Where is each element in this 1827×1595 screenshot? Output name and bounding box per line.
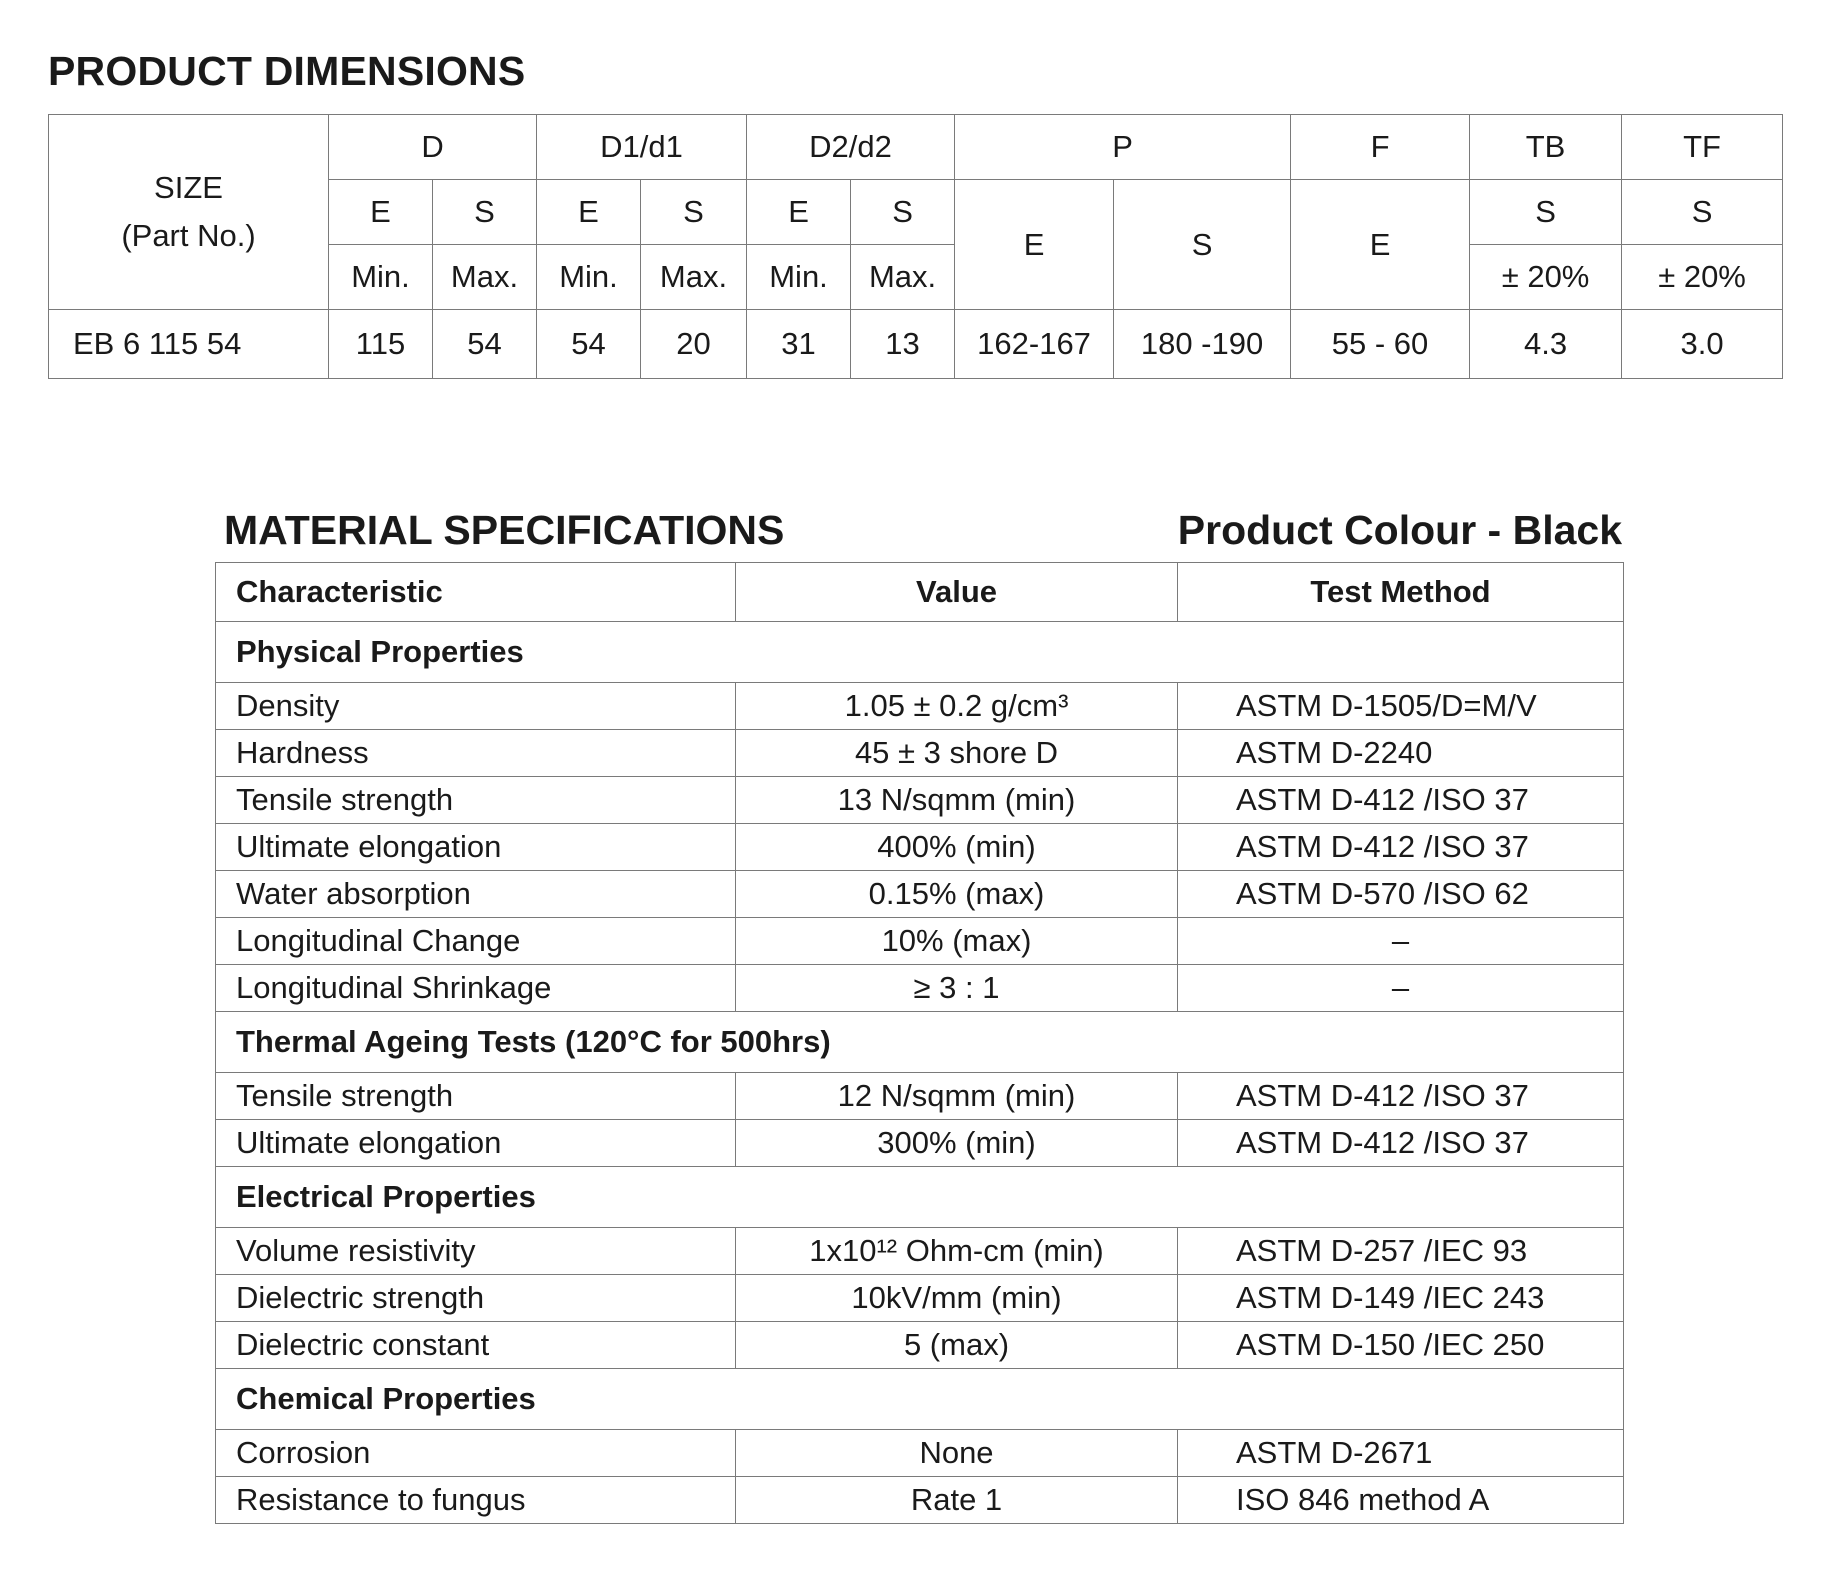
header-value: Value xyxy=(736,563,1178,622)
test-method: ASTM D-150 /IEC 250 xyxy=(1178,1322,1624,1369)
section-title: Electrical Properties xyxy=(216,1167,1624,1228)
data-cell: 54 xyxy=(433,310,537,379)
section-title: Physical Properties xyxy=(216,622,1624,683)
test-method: ASTM D-570 /ISO 62 xyxy=(1178,871,1624,918)
property-name: Ultimate elongation xyxy=(216,1120,736,1167)
property-name: Corrosion xyxy=(216,1430,736,1477)
group-header-d2: D2/d2 xyxy=(747,115,955,180)
group-header-p: P xyxy=(955,115,1291,180)
property-name: Volume resistivity xyxy=(216,1228,736,1275)
data-cell: 115 xyxy=(329,310,433,379)
dimensions-data-row xyxy=(49,310,1783,379)
section-row xyxy=(216,1012,1624,1073)
property-name: Dielectric constant xyxy=(216,1322,736,1369)
section-title: Chemical Properties xyxy=(216,1369,1624,1430)
material-header-row xyxy=(216,563,1624,622)
property-name: Tensile strength xyxy=(216,1073,736,1120)
group-header-tb: TB xyxy=(1470,115,1622,180)
property-row xyxy=(216,1073,1624,1120)
property-name: Water absorption xyxy=(216,871,736,918)
property-row xyxy=(216,918,1624,965)
group-header-d1: D1/d1 xyxy=(537,115,747,180)
part-number-label: (Part No.) xyxy=(121,218,256,253)
product-dimensions-table xyxy=(48,114,1783,379)
limit-cell: Min. xyxy=(329,245,433,310)
test-method: ASTM D-2671 xyxy=(1178,1430,1624,1477)
property-value: 12 N/sqmm (min) xyxy=(736,1073,1178,1120)
property-name: Tensile strength xyxy=(216,777,736,824)
tolerance-cell: ± 20% xyxy=(1470,245,1622,310)
property-row xyxy=(216,1477,1624,1524)
property-row xyxy=(216,965,1624,1012)
subheader-cell: S xyxy=(433,180,537,245)
property-value: 10kV/mm (min) xyxy=(736,1275,1178,1322)
property-name: Hardness xyxy=(216,730,736,777)
property-value: 1x10¹² Ohm-cm (min) xyxy=(736,1228,1178,1275)
property-value: 1.05 ± 0.2 g/cm³ xyxy=(736,683,1178,730)
section-row xyxy=(216,1167,1624,1228)
header-characteristic: Characteristic xyxy=(216,563,736,622)
property-value: Rate 1 xyxy=(736,1477,1178,1524)
data-cell: 162-167 xyxy=(955,310,1114,379)
section-row xyxy=(216,1369,1624,1430)
group-header-d: D xyxy=(329,115,537,180)
property-row xyxy=(216,1275,1624,1322)
subheader-cell: S xyxy=(1470,180,1622,245)
limit-cell: Min. xyxy=(537,245,641,310)
property-name: Dielectric strength xyxy=(216,1275,736,1322)
limit-cell: Min. xyxy=(747,245,851,310)
property-value: 13 N/sqmm (min) xyxy=(736,777,1178,824)
property-row xyxy=(216,824,1624,871)
property-row xyxy=(216,683,1624,730)
limit-cell: Max. xyxy=(641,245,747,310)
group-header-f: F xyxy=(1291,115,1470,180)
property-value: 45 ± 3 shore D xyxy=(736,730,1178,777)
subheader-cell: S xyxy=(641,180,747,245)
limit-cell: Max. xyxy=(433,245,537,310)
property-row xyxy=(216,871,1624,918)
test-method: – xyxy=(1178,918,1624,965)
data-cell: 13 xyxy=(851,310,955,379)
property-row xyxy=(216,1120,1624,1167)
data-cell: 20 xyxy=(641,310,747,379)
test-method: ASTM D-412 /ISO 37 xyxy=(1178,824,1624,871)
property-value: 10% (max) xyxy=(736,918,1178,965)
tolerance-cell: ± 20% xyxy=(1622,245,1783,310)
property-row xyxy=(216,1228,1624,1275)
property-value: 300% (min) xyxy=(736,1120,1178,1167)
test-method: ASTM D-412 /ISO 37 xyxy=(1178,1120,1624,1167)
dimensions-header-row xyxy=(49,115,1783,180)
property-row xyxy=(216,730,1624,777)
test-method: ASTM D-412 /ISO 37 xyxy=(1178,777,1624,824)
data-cell: 55 - 60 xyxy=(1291,310,1470,379)
property-value: ≥ 3 : 1 xyxy=(736,965,1178,1012)
section-title: Thermal Ageing Tests (120°C for 500hrs) xyxy=(216,1012,1624,1073)
test-method: ASTM D-149 /IEC 243 xyxy=(1178,1275,1624,1322)
data-cell: 31 xyxy=(747,310,851,379)
size-header-cell xyxy=(49,115,329,310)
header-test-method: Test Method xyxy=(1178,563,1624,622)
part-number-cell: EB 6 115 54 xyxy=(49,310,329,379)
test-method: ASTM D-257 /IEC 93 xyxy=(1178,1228,1624,1275)
product-colour-label: Product Colour - Black xyxy=(1177,507,1622,553)
subheader-cell: E xyxy=(329,180,433,245)
property-name: Longitudinal Change xyxy=(216,918,736,965)
data-cell: 3.0 xyxy=(1622,310,1783,379)
material-specifications-title: MATERIAL SPECIFICATIONS xyxy=(224,507,785,553)
property-row xyxy=(216,1430,1624,1477)
product-dimensions-title: PRODUCT DIMENSIONS xyxy=(48,48,526,94)
limit-cell: Max. xyxy=(851,245,955,310)
property-name: Longitudinal Shrinkage xyxy=(216,965,736,1012)
subheader-cell: S xyxy=(1622,180,1783,245)
test-method: ASTM D-2240 xyxy=(1178,730,1624,777)
group-header-tf: TF xyxy=(1622,115,1783,180)
subheader-cell: E xyxy=(747,180,851,245)
property-name: Resistance to fungus xyxy=(216,1477,736,1524)
material-specifications-table xyxy=(215,562,1624,1524)
subheader-cell: E xyxy=(955,180,1114,310)
property-value: 5 (max) xyxy=(736,1322,1178,1369)
test-method: ASTM D-1505/D=M/V xyxy=(1178,683,1624,730)
section-row xyxy=(216,622,1624,683)
test-method: ASTM D-412 /ISO 37 xyxy=(1178,1073,1624,1120)
property-name: Density xyxy=(216,683,736,730)
data-cell: 180 -190 xyxy=(1114,310,1291,379)
subheader-cell: E xyxy=(537,180,641,245)
property-name: Ultimate elongation xyxy=(216,824,736,871)
data-cell: 4.3 xyxy=(1470,310,1622,379)
property-row xyxy=(216,777,1624,824)
property-value: None xyxy=(736,1430,1178,1477)
size-label: SIZE xyxy=(154,170,223,205)
property-value: 400% (min) xyxy=(736,824,1178,871)
subheader-cell: E xyxy=(1291,180,1470,310)
test-method: – xyxy=(1178,965,1624,1012)
test-method: ISO 846 method A xyxy=(1178,1477,1624,1524)
property-row xyxy=(216,1322,1624,1369)
property-value: 0.15% (max) xyxy=(736,871,1178,918)
data-cell: 54 xyxy=(537,310,641,379)
subheader-cell: S xyxy=(851,180,955,245)
subheader-cell: S xyxy=(1114,180,1291,310)
